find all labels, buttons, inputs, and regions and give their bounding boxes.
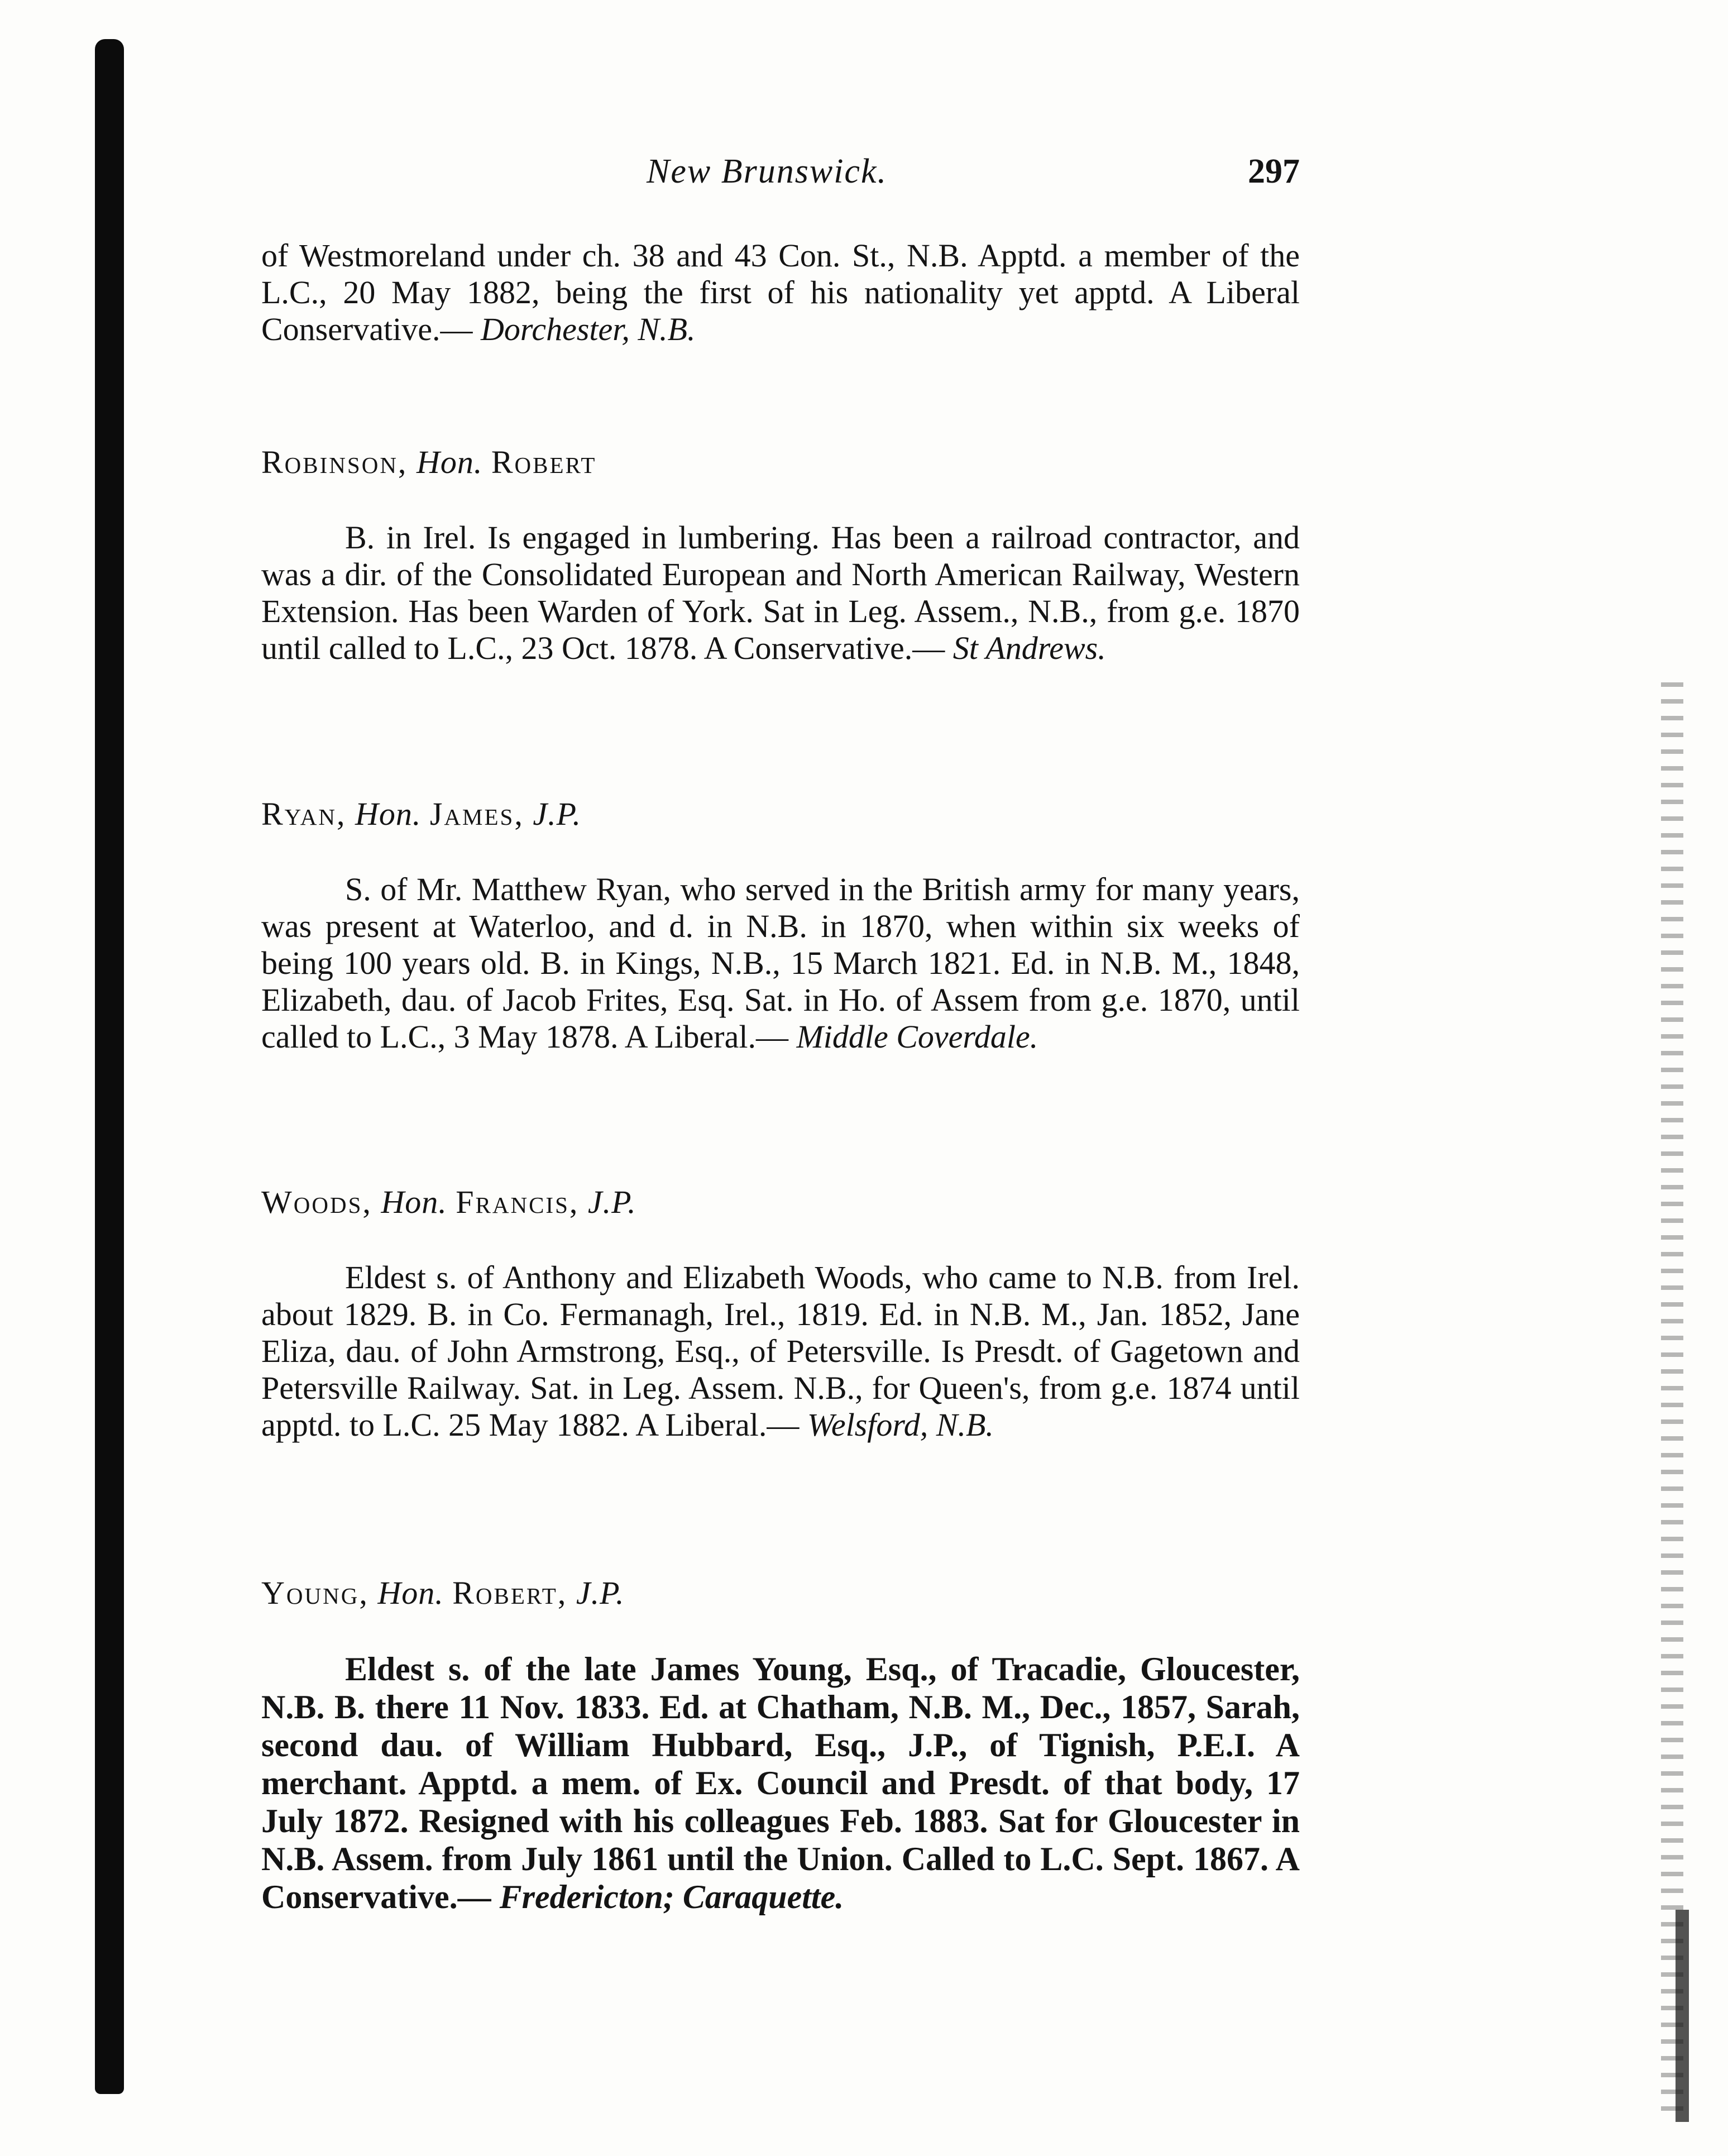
entry-given-name: Robert [491,444,597,480]
entry-body-robinson [261,519,1300,667]
entry-body-text: B. in Irel. Is engaged in lumbering. Has been a railroad contractor, and was a dir. of the Consolidated European and North American Railway, Western Extension. Has been Warden of York. Sat in Leg. Assem., N.B., from g.e. 1870 until called to L.C., 23 Oct. 1878. A Conservative.— [261,519,1300,666]
entry-body-text: S. of Mr. Matthew Ryan, who served in the British army for many years, was present at Waterloo, and d. in N.B. in 1870, when within six weeks of being 100 years old. B. in Kings, N.B., 15 March 1821. Ed. in N.B. M., 1848, Elizabeth, dau. of Jacob Frites, Esq. Sat. in Ho. of Assem from g.e. 1870, until called to L.C., 3 May 1878. A Liberal.— [261,871,1300,1055]
entry-suffix: J.P. [533,796,582,832]
entry-residence: Middle Coverdale. [796,1019,1038,1055]
entry-body-text: Eldest s. of Anthony and Elizabeth Woods, who came to N.B. from Irel. about 1829. B. in Co. Fermanagh, Irel., 1819. Ed. in N.B. M., Jan. 1852, Jane Eliza, dau. of John Armstrong, Esq., of Petersville. Is Presdt. of Gagetown and Petersville Railway. Sat. in Leg. Assem. N.B., for Queen's, from g.e. 1874 until apptd. to L.C. 25 May 1882. A Liberal.— [261,1259,1300,1443]
entry-heading-woods [261,1184,636,1221]
entry-honorific: Hon. [377,1575,444,1611]
entry-surname: Ryan, [261,796,347,832]
entry-residence: Welsford, N.B. [807,1407,994,1443]
entry-body-woods [261,1259,1300,1443]
entry-honorific: Hon. [416,444,483,480]
entry-suffix: J.P. [587,1184,636,1220]
entry-surname: Young, [261,1575,369,1611]
entry-heading-robinson [261,444,596,481]
entry-honorific: Hon. [381,1184,447,1220]
entry-heading-young [261,1575,625,1612]
entry-given-name: Francis, [456,1184,580,1220]
running-head [261,152,1300,202]
page-number: 297 [1248,152,1300,190]
running-title: New Brunswick. [647,152,887,190]
entry-body-ryan [261,871,1300,1055]
entry-surname: Woods, [261,1184,372,1220]
entry-honorific: Hon. [355,796,422,832]
entry-residence: St Andrews. [952,630,1106,666]
entry-body-young [261,1650,1300,1916]
continuation-residence: Dorchester, N.B. [481,311,696,347]
page-edge-specks [1661,670,1683,2122]
entry-suffix: J.P. [576,1575,625,1611]
entry-residence: Fredericton; Caraquette. [499,1878,844,1915]
entry-heading-ryan [261,796,581,833]
entry-body-text: Eldest s. of the late James Young, Esq., of Tracadie, Gloucester, N.B. B. there 11 Nov. 1833. Ed. at Chatham, N.B. M., Dec., 1857, Sarah, second dau. of William Hubbard, Esq., J.P., of Tignish, P.E.I. A merchant. Apptd. a mem. of Ex. Council and Presdt. of that body, 17 July 1872. Resigned with his colleagues Feb. 1883. Sat for Gloucester in N.B. Assem. from July 1861 until the Union. Called to L.C. Sept. 1867. A Conservative.— [261,1651,1300,1915]
continuation-body: of Westmoreland under ch. 38 and 43 Con. St., N.B. Apptd. a member of the L.C., 20 May 1882, being the first of his nationality yet apptd. A Liberal Conservative.— [261,237,1300,347]
entry-given-name: Robert, [452,1575,568,1611]
continuation-paragraph [261,237,1300,348]
entry-surname: Robinson, [261,444,408,480]
binding-edge-shadow [95,39,124,2094]
entry-given-name: James, [429,796,524,832]
page-edge-specks-bottom [1676,1910,1689,2122]
